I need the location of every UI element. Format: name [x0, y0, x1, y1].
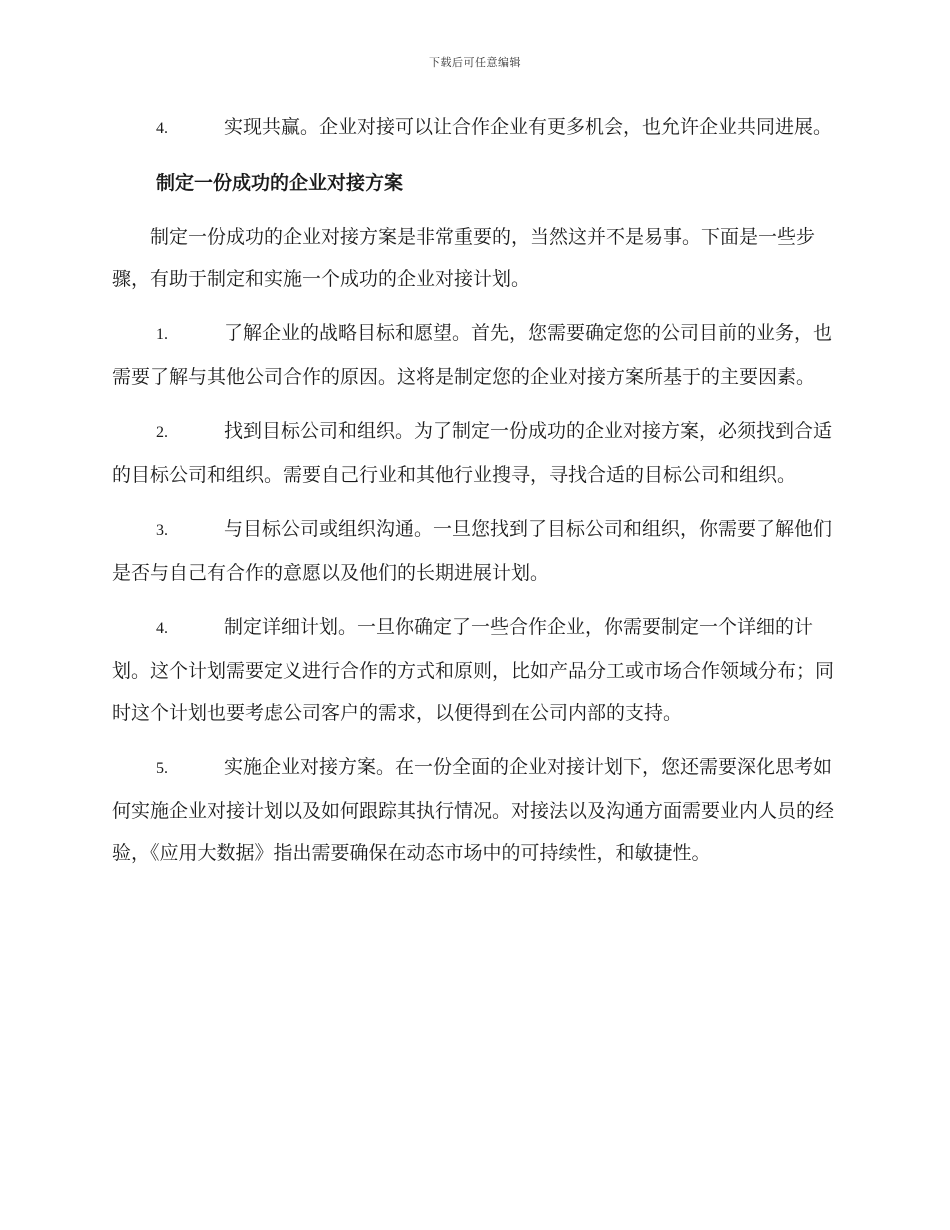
- section-heading: 制定一份成功的企业对接方案: [156, 172, 404, 194]
- list-item: [112, 508, 834, 594]
- list-item-number: 2.: [156, 424, 168, 441]
- list-item-number: 4.: [156, 620, 168, 637]
- list-item-text: 了解企业的战略目标和愿望。首先，您需要确定您的公司目前的业务，也需要了解与其他公司合作的原因。这将是制定您的企业对接方案所基于的主要因素。: [112, 322, 833, 388]
- list-item-number: 1.: [156, 326, 168, 343]
- list-item-text: 实施企业对接方案。在一份全面的企业对接计划下，您还需要深化思考如何实施企业对接计划以及如何跟踪其执行情况。对接法以及沟通方面需要业内人员的经验，《应用大数据》指出需要确保在动态市场中的可持续性，和敏捷性。: [112, 756, 835, 864]
- list-item-text: 找到目标公司和组织。为了制定一份成功的企业对接方案，必须找到合适的目标公司和组织。需要自己行业和其他行业搜寻，寻找合适的目标公司和组织。: [112, 420, 833, 486]
- list-item: [112, 746, 834, 874]
- list-item-text: 实现共赢。企业对接可以让合作企业有更多机会，也允许企业共同进展。: [224, 116, 833, 138]
- list-item: [112, 410, 834, 496]
- list-item: [112, 312, 834, 398]
- list-item-number: 4.: [156, 120, 168, 137]
- list-item-number: 5.: [156, 760, 168, 777]
- page-header: 下载后可任意编辑: [429, 56, 521, 69]
- document-body: [112, 106, 834, 886]
- list-item-number: 3.: [156, 522, 168, 539]
- section-intro: 制定一份成功的企业对接方案是非常重要的，当然这并不是易事。下面是一些步骤，有助于制定和实施一个成功的企业对接计划。: [112, 226, 816, 290]
- list-item-text: 制定详细计划。一旦你确定了一些合作企业，你需要制定一个详细的计划。这个计划需要定义进行合作的方式和原则，比如产品分工或市场合作领域分布；同时这个计划也要考虑公司客户的需求，以便得到在公司内部的支持。: [112, 616, 835, 724]
- list-item: [112, 606, 834, 734]
- list-item: [112, 106, 834, 150]
- list-item-text: 与目标公司或组织沟通。一旦您找到了目标公司和组织，你需要了解他们是否与自己有合作的意愿以及他们的长期进展计划。: [112, 518, 833, 584]
